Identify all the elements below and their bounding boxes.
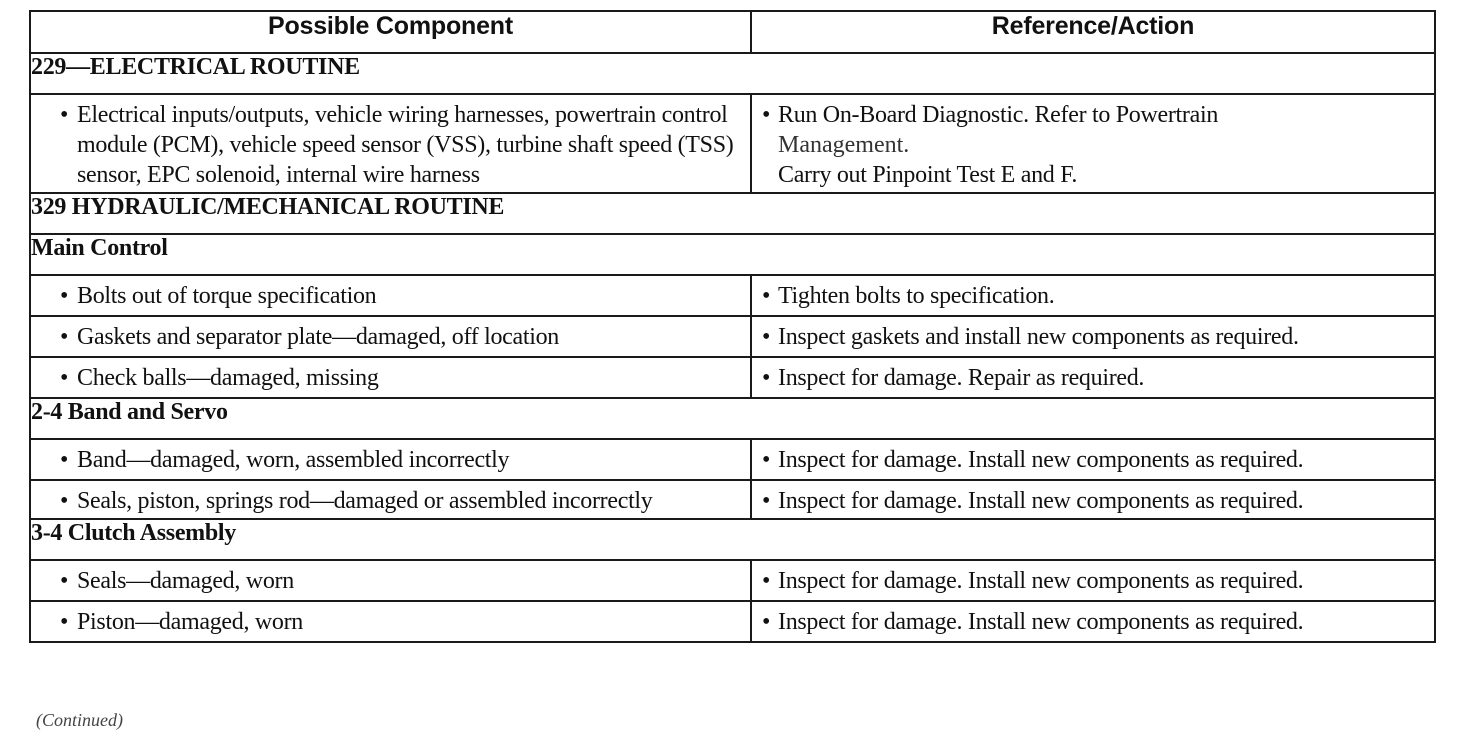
section-row [30,234,1435,275]
table-row [30,601,1435,642]
action-text: • Inspect for damage. Install new components as required. [762,486,1428,516]
table-row [30,316,1435,357]
table-row [30,560,1435,601]
diagnosis-table [29,10,1436,643]
action-cell [751,560,1435,601]
action-text-reference: Management. [778,132,910,158]
section-row [30,398,1435,439]
action-cell [751,601,1435,642]
component-cell [30,94,751,193]
action-cell [751,439,1435,480]
continued-note: (Continued) [36,710,123,730]
table-row [30,275,1435,316]
table-row [30,439,1435,480]
component-cell [30,316,751,357]
section-title-electrical: 229—ELECTRICAL ROUTINE [30,53,1435,94]
action-cell [751,275,1435,316]
action-cell [751,480,1435,519]
action-text: • Inspect for damage. Install new components as required. [762,607,1428,637]
component-text: • Piston—damaged, worn [77,607,742,637]
section-row [30,193,1435,234]
component-text: • Seals, piston, springs rod—damaged or assembled incorrectly [77,486,742,516]
component-text: • Check balls—damaged, missing [77,363,742,393]
action-text-pinpoint: Carry out Pinpoint Test E and F. [778,162,1078,188]
component-cell [30,439,751,480]
table-row [30,357,1435,398]
section-title-clutch: 3-4 Clutch Assembly [30,519,1435,560]
component-cell [30,560,751,601]
section-title-band-servo: 2-4 Band and Servo [30,398,1435,439]
column-header-component: Possible Component [30,11,751,53]
column-header-action: Reference/Action [751,11,1435,53]
action-text: • Inspect for damage. Repair as required. [762,363,1428,393]
component-text: • Band—damaged, worn, assembled incorrectly [77,445,742,475]
action-text: • Run On-Board Diagnostic. Refer to Powertrain [762,100,1428,130]
component-text: • Bolts out of torque specification [77,281,742,311]
component-cell [30,480,751,519]
action-cell [751,357,1435,398]
section-title-main-control: Main Control [30,234,1435,275]
header-row [30,11,1435,53]
action-text: • Tighten bolts to specification. [762,281,1428,311]
action-text: • Inspect gaskets and install new components as required. [762,322,1428,352]
action-cell [751,316,1435,357]
action-text: • Inspect for damage. Install new components as required. [762,566,1428,596]
table-row [30,94,1435,193]
component-cell [30,601,751,642]
component-text: • Gaskets and separator plate—damaged, off location [77,322,742,352]
section-title-hydraulic: 329 HYDRAULIC/MECHANICAL ROUTINE [30,193,1435,234]
section-row [30,53,1435,94]
table-row [30,480,1435,519]
action-cell [751,94,1435,193]
component-cell [30,275,751,316]
component-cell [30,357,751,398]
component-text: • Electrical inputs/outputs, vehicle wiring harnesses, powertrain control module (PCM), vehicle speed sensor (VSS), turbine shaft speed (TSS) sensor, EPC solenoid, internal wire harness [77,100,742,190]
component-text: • Seals—damaged, worn [77,566,742,596]
action-text: • Inspect for damage. Install new components as required. [762,445,1428,475]
section-row [30,519,1435,560]
